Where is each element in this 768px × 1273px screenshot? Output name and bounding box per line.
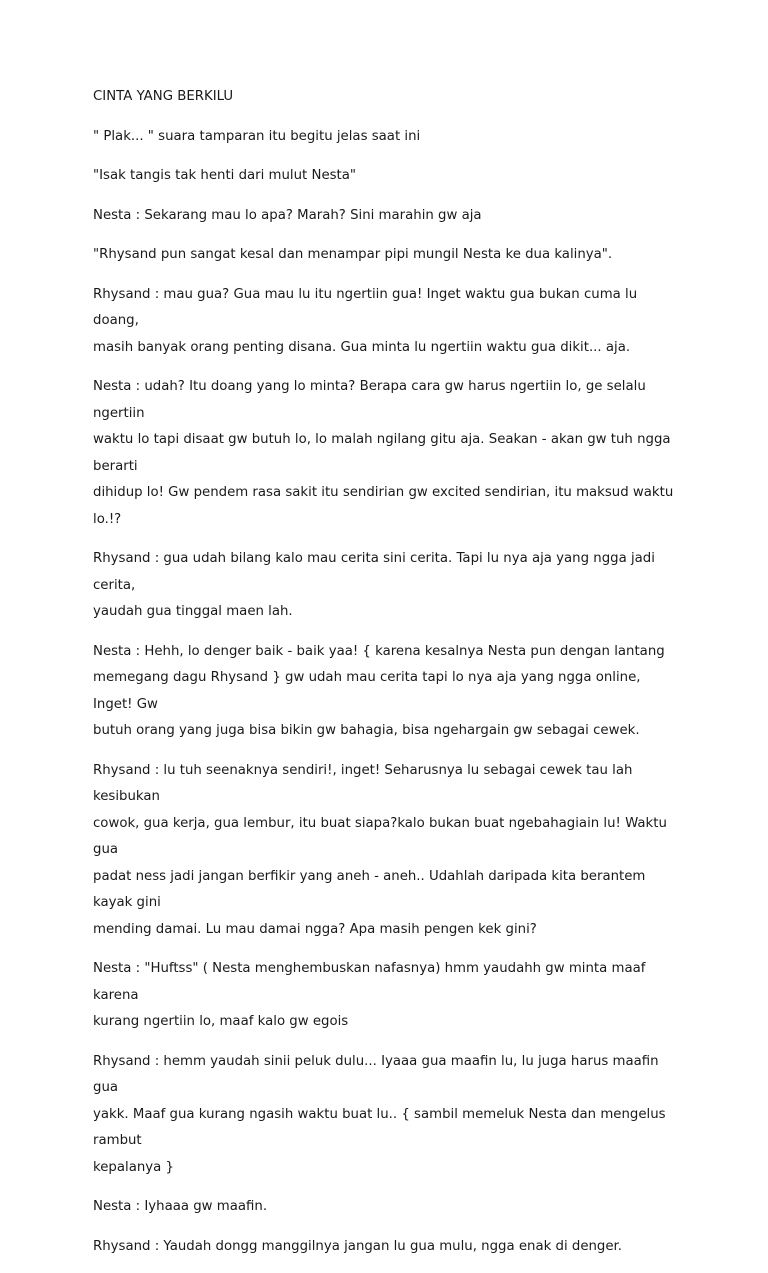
text-line: butuh orang yang juga bisa bikin gw bahagia, bisa ngehargain gw sebagai cewek. — [93, 723, 640, 738]
text-line: Nesta : udah? Itu doang yang lo minta? Berapa cara gw harus ngertiin lo, ge selalu ngertiin — [93, 379, 646, 421]
paragraph — [93, 124, 683, 151]
paragraph — [93, 1194, 683, 1221]
document-body — [93, 84, 683, 1273]
text-line: yakk. Maaf gua kurang ngasih waktu buat lu.. { sambil memeluk Nesta dan mengelus rambut — [93, 1106, 666, 1148]
paragraph — [93, 1049, 683, 1182]
text-line: Nesta : Iyhaaa gw maafin. — [93, 1199, 268, 1214]
text-line: cowok, gua kerja, gua lembur, itu buat siapa?kalo bukan buat ngebahagiain lu! Waktu gua — [93, 815, 667, 857]
text-line: masih banyak orang penting disana. Gua minta lu ngertiin waktu gua dikit... aja. — [93, 339, 631, 355]
paragraph — [93, 203, 683, 230]
text-line: yaudah gua tinggal maen lah. — [93, 604, 293, 619]
paragraph — [93, 282, 683, 362]
text-line: waktu lo tapi disaat gw butuh lo, lo malah ngilang gitu aja. Seakan - akan gw tuh ngga berarti — [93, 432, 671, 474]
text-line: " Plak... " suara tamparan itu begitu jelas saat ini — [93, 128, 421, 144]
paragraph — [93, 242, 683, 269]
paragraph — [93, 374, 683, 533]
paragraph — [93, 1234, 683, 1261]
text-line: Rhysand : hemm yaudah sinii peluk dulu... Iyaaa gua maafin lu, lu juga harus maafin gua — [93, 1053, 659, 1095]
text-line: "Isak tangis tak henti dari mulut Nesta" — [93, 168, 357, 183]
text-line: mending damai. Lu mau damai ngga? Apa masih pengen kek gini? — [93, 921, 537, 937]
text-line: "Rhysand pun sangat kesal dan menampar pipi mungil Nesta ke dua kalinya". — [93, 247, 613, 262]
text-line: Nesta : "Huftss" ( Nesta menghembuskan nafasnya) hmm yaudahh gw minta maaf karena — [93, 961, 646, 1003]
text-line: dihidup lo! Gw pendem rasa sakit itu sendirian gw excited sendirian, itu maksud waktu lo.!? — [93, 485, 674, 527]
text-line: Rhysand : Yaudah dongg manggilnya jangan lu gua mulu, ngga enak di denger. — [93, 1238, 623, 1254]
paragraph — [93, 758, 683, 944]
text-line: kurang ngertiin lo, maaf kalo gw egois — [93, 1014, 349, 1029]
document-title: CINTA YANG BERKILU — [93, 89, 234, 104]
text-line: Rhysand : gua udah bilang kalo mau cerita sini cerita. Tapi lu nya aja yang ngga jadi cerita, — [93, 551, 655, 593]
paragraph — [93, 546, 683, 626]
text-line: Nesta : Hehh, lo denger baik - baik yaa! { karena kesalnya Nesta pun dengan lantang — [93, 643, 665, 659]
text-line: kepalanya } — [93, 1159, 174, 1175]
text-line: memegang dagu Rhysand } gw udah mau cerita tapi lo nya aja yang ngga online, Inget! Gw — [93, 670, 641, 712]
text-line: Rhysand : mau gua? Gua mau lu itu ngertiin gua! Inget waktu gua bukan cuma lu doang, — [93, 286, 638, 328]
text-line: Nesta : Sekarang mau lo apa? Marah? Sini marahin gw aja — [93, 207, 482, 223]
paragraph — [93, 639, 683, 745]
paragraph — [93, 163, 683, 190]
text-line: Rhysand : lu tuh seenaknya sendiri!, inget! Seharusnya lu sebagai cewek tau lah kesibukan — [93, 762, 633, 804]
text-line: padat ness jadi jangan berfikir yang aneh - aneh.. Udahlah daripada kita berantem kayak gini — [93, 868, 646, 910]
